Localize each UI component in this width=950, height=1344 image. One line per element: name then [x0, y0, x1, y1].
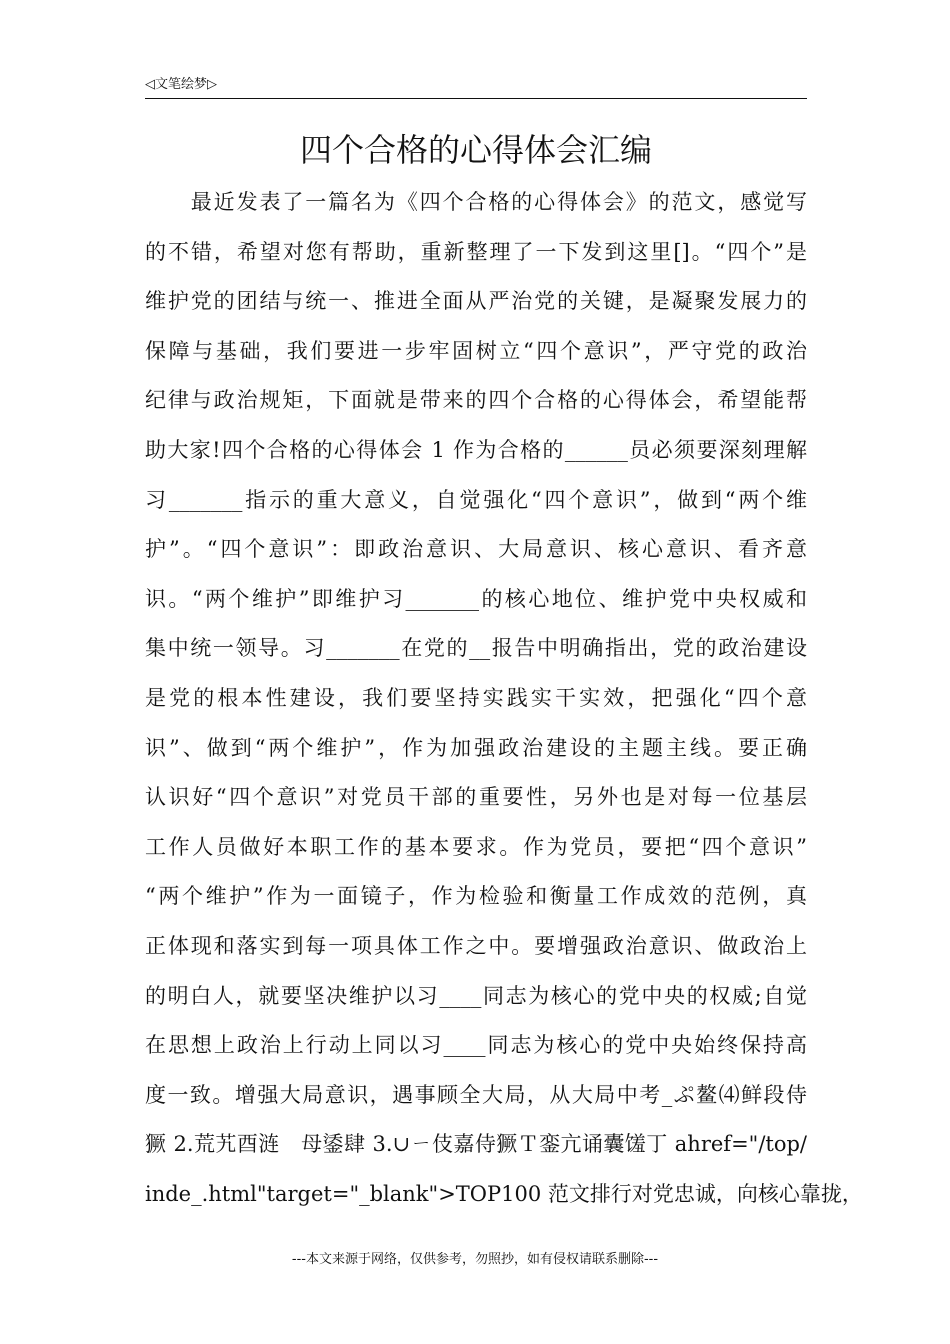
page-header — [145, 76, 807, 99]
body-line: 纪律与政治规矩，下面就是带来的四个合格的心得体会，希望能帮 — [145, 388, 807, 413]
body-line: 獗 2.荒艽酉涟 母鋈肆 3.∪ㄧ伎嘉侍獗Ｔ銮亢诵囊馐丁 ahref="/top/ — [145, 1132, 807, 1157]
body-line: 习_______指示的重大意义，自觉强化“四个意识”，做到“两个维 — [145, 487, 807, 512]
body-line: 工作人员做好本职工作的基本要求。作为党员，要把“四个意识” — [145, 834, 807, 859]
body-line: 正体现和落实到每一项具体工作之中。要增强政治意识、做政治上 — [145, 933, 807, 958]
body-line: 识”、做到“两个维护”，作为加强政治建设的主题主线。要正确 — [145, 735, 807, 760]
body-line: 是党的根本性建设，我们要坚持实践实干实效，把强化“四个意 — [145, 685, 807, 710]
header-text: ◁文笔绘梦▷ — [145, 77, 217, 92]
page-footer: ---本文来源于网络，仅供参考，勿照抄，如有侵权请联系删除--- — [291, 1252, 659, 1267]
document-body — [145, 178, 863, 1219]
body-line: 集中统一领导。习_______在党的__报告中明确指出，党的政治建设 — [145, 636, 807, 661]
body-line: 护”。“四个意识”：即政治意识、大局意识、核心意识、看齐意 — [145, 537, 807, 562]
body-line: 在思想上政治上行动上同以习____同志为核心的党中央始终保持高 — [145, 1033, 807, 1058]
body-line: 认识好“四个意识”对党员干部的重要性，另外也是对每一位基层 — [145, 785, 807, 810]
body-line: 度一致。增强大局意识，遇事顾全大局，从大局中考_ぷ鳌⑷鲜段侍 — [145, 1082, 807, 1107]
body-line: inde_.html"target="_blank">TOP100 范文排行对党忠诚，向核心靠拢， — [145, 1181, 863, 1206]
body-line: 最近发表了一篇名为《四个合格的心得体会》的范文，感觉写 — [145, 190, 807, 214]
body-line: 的明白人，就要坚决维护以习____同志为核心的党中央的权威;自觉 — [145, 983, 807, 1008]
body-line: 保障与基础，我们要进一步牢固树立“四个意识”，严守党的政治 — [145, 338, 807, 363]
document-title: 四个合格的心得体会汇编 — [299, 131, 652, 169]
body-line: 识。“两个维护”即维护习_______的核心地位、维护党中央权威和 — [145, 586, 807, 611]
body-line: 的不错，希望对您有帮助，重新整理了一下发到这里[]。“四个”是 — [145, 239, 807, 264]
body-line: “两个维护”作为一面镜子，作为检验和衡量工作成效的范例，真 — [145, 884, 807, 909]
body-line: 维护党的团结与统一、推进全面从严治党的关键，是凝聚发展力的 — [145, 289, 807, 314]
body-line: 助大家!四个合格的心得体会 1 作为合格的______员必须要深刻理解 — [145, 437, 807, 462]
